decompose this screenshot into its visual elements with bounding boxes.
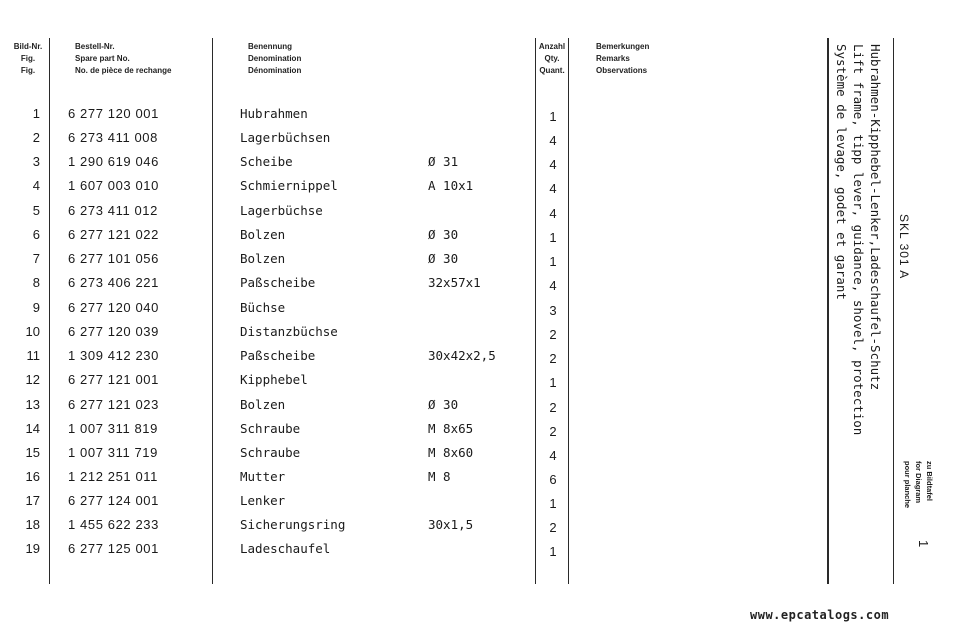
row-name: Schraube: [240, 445, 301, 460]
row-name: Paßscheibe: [240, 348, 316, 363]
header-fig-fr: Fig.: [20, 66, 36, 75]
row-qty: 2: [549, 400, 557, 415]
diagram-ref-fr: pour planche: [903, 461, 912, 509]
row-name: Lagerbüchsen: [240, 130, 331, 145]
row-qty: 2: [549, 424, 557, 439]
header-part-fr: No. de pièce de rechange: [75, 66, 172, 75]
row-part-number: 6 277 124 001: [68, 493, 159, 508]
row-fig: 15: [25, 445, 40, 460]
header-qty-de: Anzahl: [538, 42, 566, 51]
row-name: Schraube: [240, 421, 301, 436]
table-row: [0, 203, 830, 227]
row-name: Lagerbüchse: [240, 203, 323, 218]
row-fig: 5: [32, 203, 40, 218]
diagram-ref-en: for Diagram: [914, 461, 923, 504]
row-spec: 30x42x2,5: [428, 348, 496, 363]
row-part-number: 6 277 121 001: [68, 372, 159, 387]
diagram-number: 1: [916, 540, 931, 548]
row-name: Bolzen: [240, 251, 286, 266]
header-name-de: Benennung: [248, 42, 292, 51]
row-part-number: 1 607 003 010: [68, 178, 159, 193]
header-name-en: Denomination: [248, 54, 302, 63]
row-part-number: 6 273 411 008: [68, 130, 158, 145]
row-fig: 6: [32, 227, 40, 242]
row-spec: M 8x65: [428, 421, 474, 436]
header-part: [75, 41, 171, 77]
table-row: [0, 469, 830, 493]
row-part-number: 6 273 406 221: [68, 275, 159, 290]
watermark: www.epcatalogs.com: [750, 608, 890, 622]
table-row: [0, 397, 830, 421]
row-name: Hubrahmen: [240, 106, 308, 121]
table-row: [0, 541, 830, 565]
row-spec: Ø 31: [428, 154, 459, 169]
row-qty: 1: [549, 496, 557, 511]
header-part-de: Bestell-Nr.: [75, 42, 115, 51]
row-part-number: 1 455 622 233: [68, 517, 159, 532]
side-title-en: Lift frame, tipp lever, guidance, shovel, protection: [851, 44, 866, 436]
row-part-number: 6 273 411 012: [68, 203, 158, 218]
row-fig: 4: [32, 178, 40, 193]
row-qty: 6: [549, 472, 557, 487]
row-name: Distanzbüchse: [240, 324, 338, 339]
row-qty: 1: [549, 544, 557, 559]
row-fig: 3: [32, 154, 40, 169]
row-fig: 17: [25, 493, 40, 508]
header-remarks-fr: Observations: [596, 66, 648, 75]
rule-title: [893, 38, 894, 584]
row-fig: 7: [32, 251, 40, 266]
header-fig-de: Bild-Nr.: [13, 42, 43, 51]
row-qty: 2: [549, 327, 557, 342]
row-name: Ladeschaufel: [240, 541, 331, 556]
row-name: Bolzen: [240, 397, 286, 412]
table-row: [0, 324, 830, 348]
table-row: [0, 493, 830, 517]
row-name: Sicherungsring: [240, 517, 346, 532]
row-qty: 1: [549, 375, 557, 390]
header-remarks: [596, 41, 649, 77]
row-name: Scheibe: [240, 154, 293, 169]
row-qty: 1: [549, 230, 557, 245]
table-row: [0, 348, 830, 372]
row-fig: 2: [32, 130, 40, 145]
row-fig: 8: [32, 275, 40, 290]
row-part-number: 6 277 121 022: [68, 227, 159, 242]
row-spec: Ø 30: [428, 227, 459, 242]
header-remarks-en: Remarks: [596, 54, 630, 63]
row-qty: 4: [549, 133, 557, 148]
row-fig: 9: [32, 300, 40, 315]
row-part-number: 1 212 251 011: [68, 469, 158, 484]
row-spec: Ø 30: [428, 397, 459, 412]
header-remarks-de: Bemerkungen: [596, 42, 650, 51]
row-qty: 4: [549, 157, 557, 172]
row-spec: 30x1,5: [428, 517, 474, 532]
row-fig: 10: [25, 324, 40, 339]
row-fig: 19: [25, 541, 40, 556]
table-row: [0, 517, 830, 541]
table-row: [0, 106, 830, 130]
row-part-number: 1 007 311 819: [68, 421, 158, 436]
table-row: [0, 421, 830, 445]
table-row: [0, 300, 830, 324]
row-part-number: 1 309 412 230: [68, 348, 159, 363]
row-name: Lenker: [240, 493, 286, 508]
row-part-number: 1 290 619 046: [68, 154, 159, 169]
row-name: Paßscheibe: [240, 275, 316, 290]
row-fig: 1: [32, 106, 40, 121]
table-row: [0, 154, 830, 178]
row-qty: 1: [549, 109, 557, 124]
row-part-number: 6 277 120 040: [68, 300, 159, 315]
table-row: [0, 251, 830, 275]
row-part-number: 6 277 120 039: [68, 324, 159, 339]
row-qty: 4: [549, 206, 557, 221]
row-fig: 14: [25, 421, 40, 436]
row-part-number: 6 277 101 056: [68, 251, 159, 266]
row-fig: 16: [25, 469, 40, 484]
header-qty-fr: Quant.: [539, 66, 565, 75]
table-row: [0, 445, 830, 469]
row-name: Schmiernippel: [240, 178, 338, 193]
header-fig-en: Fig.: [20, 54, 36, 63]
row-name: Mutter: [240, 469, 286, 484]
row-qty: 4: [549, 181, 557, 196]
row-part-number: 6 277 121 023: [68, 397, 159, 412]
header-fig: [8, 41, 48, 77]
header-qty-en: Qty.: [544, 54, 560, 63]
header-qty: [536, 41, 568, 77]
model-code: SKL 301 A: [897, 214, 911, 280]
header-part-en: Spare part No.: [75, 54, 130, 63]
header-name: [248, 41, 301, 77]
table-row: [0, 178, 830, 202]
side-title-fr: Système de levage, godet et garant: [834, 44, 849, 300]
row-fig: 12: [25, 372, 40, 387]
row-qty: 1: [549, 254, 557, 269]
table-row: [0, 227, 830, 251]
row-fig: 18: [25, 517, 40, 532]
row-part-number: 6 277 125 001: [68, 541, 159, 556]
row-spec: 32x57x1: [428, 275, 481, 290]
row-qty: 2: [549, 351, 557, 366]
row-qty: 4: [549, 278, 557, 293]
row-spec: Ø 30: [428, 251, 459, 266]
side-title-de: Hubrahmen-Kipphebel-Lenker,Ladeschaufel-Schutz: [868, 44, 883, 391]
table-row: [0, 130, 830, 154]
row-part-number: 6 277 120 001: [68, 106, 159, 121]
table-row: [0, 372, 830, 396]
row-fig: 11: [26, 348, 40, 363]
header-name-fr: Dénomination: [248, 66, 302, 75]
row-qty: 4: [549, 448, 557, 463]
row-qty: 3: [549, 303, 557, 318]
row-spec: A 10x1: [428, 178, 474, 193]
table-row: [0, 275, 830, 299]
row-qty: 2: [549, 520, 557, 535]
row-name: Büchse: [240, 300, 286, 315]
row-fig: 13: [25, 397, 40, 412]
diagram-ref-de: zu Bildtafel: [925, 461, 934, 502]
row-name: Bolzen: [240, 227, 286, 242]
row-spec: M 8x60: [428, 445, 474, 460]
row-name: Kipphebel: [240, 372, 308, 387]
row-spec: M 8: [428, 469, 451, 484]
row-part-number: 1 007 311 719: [68, 445, 158, 460]
